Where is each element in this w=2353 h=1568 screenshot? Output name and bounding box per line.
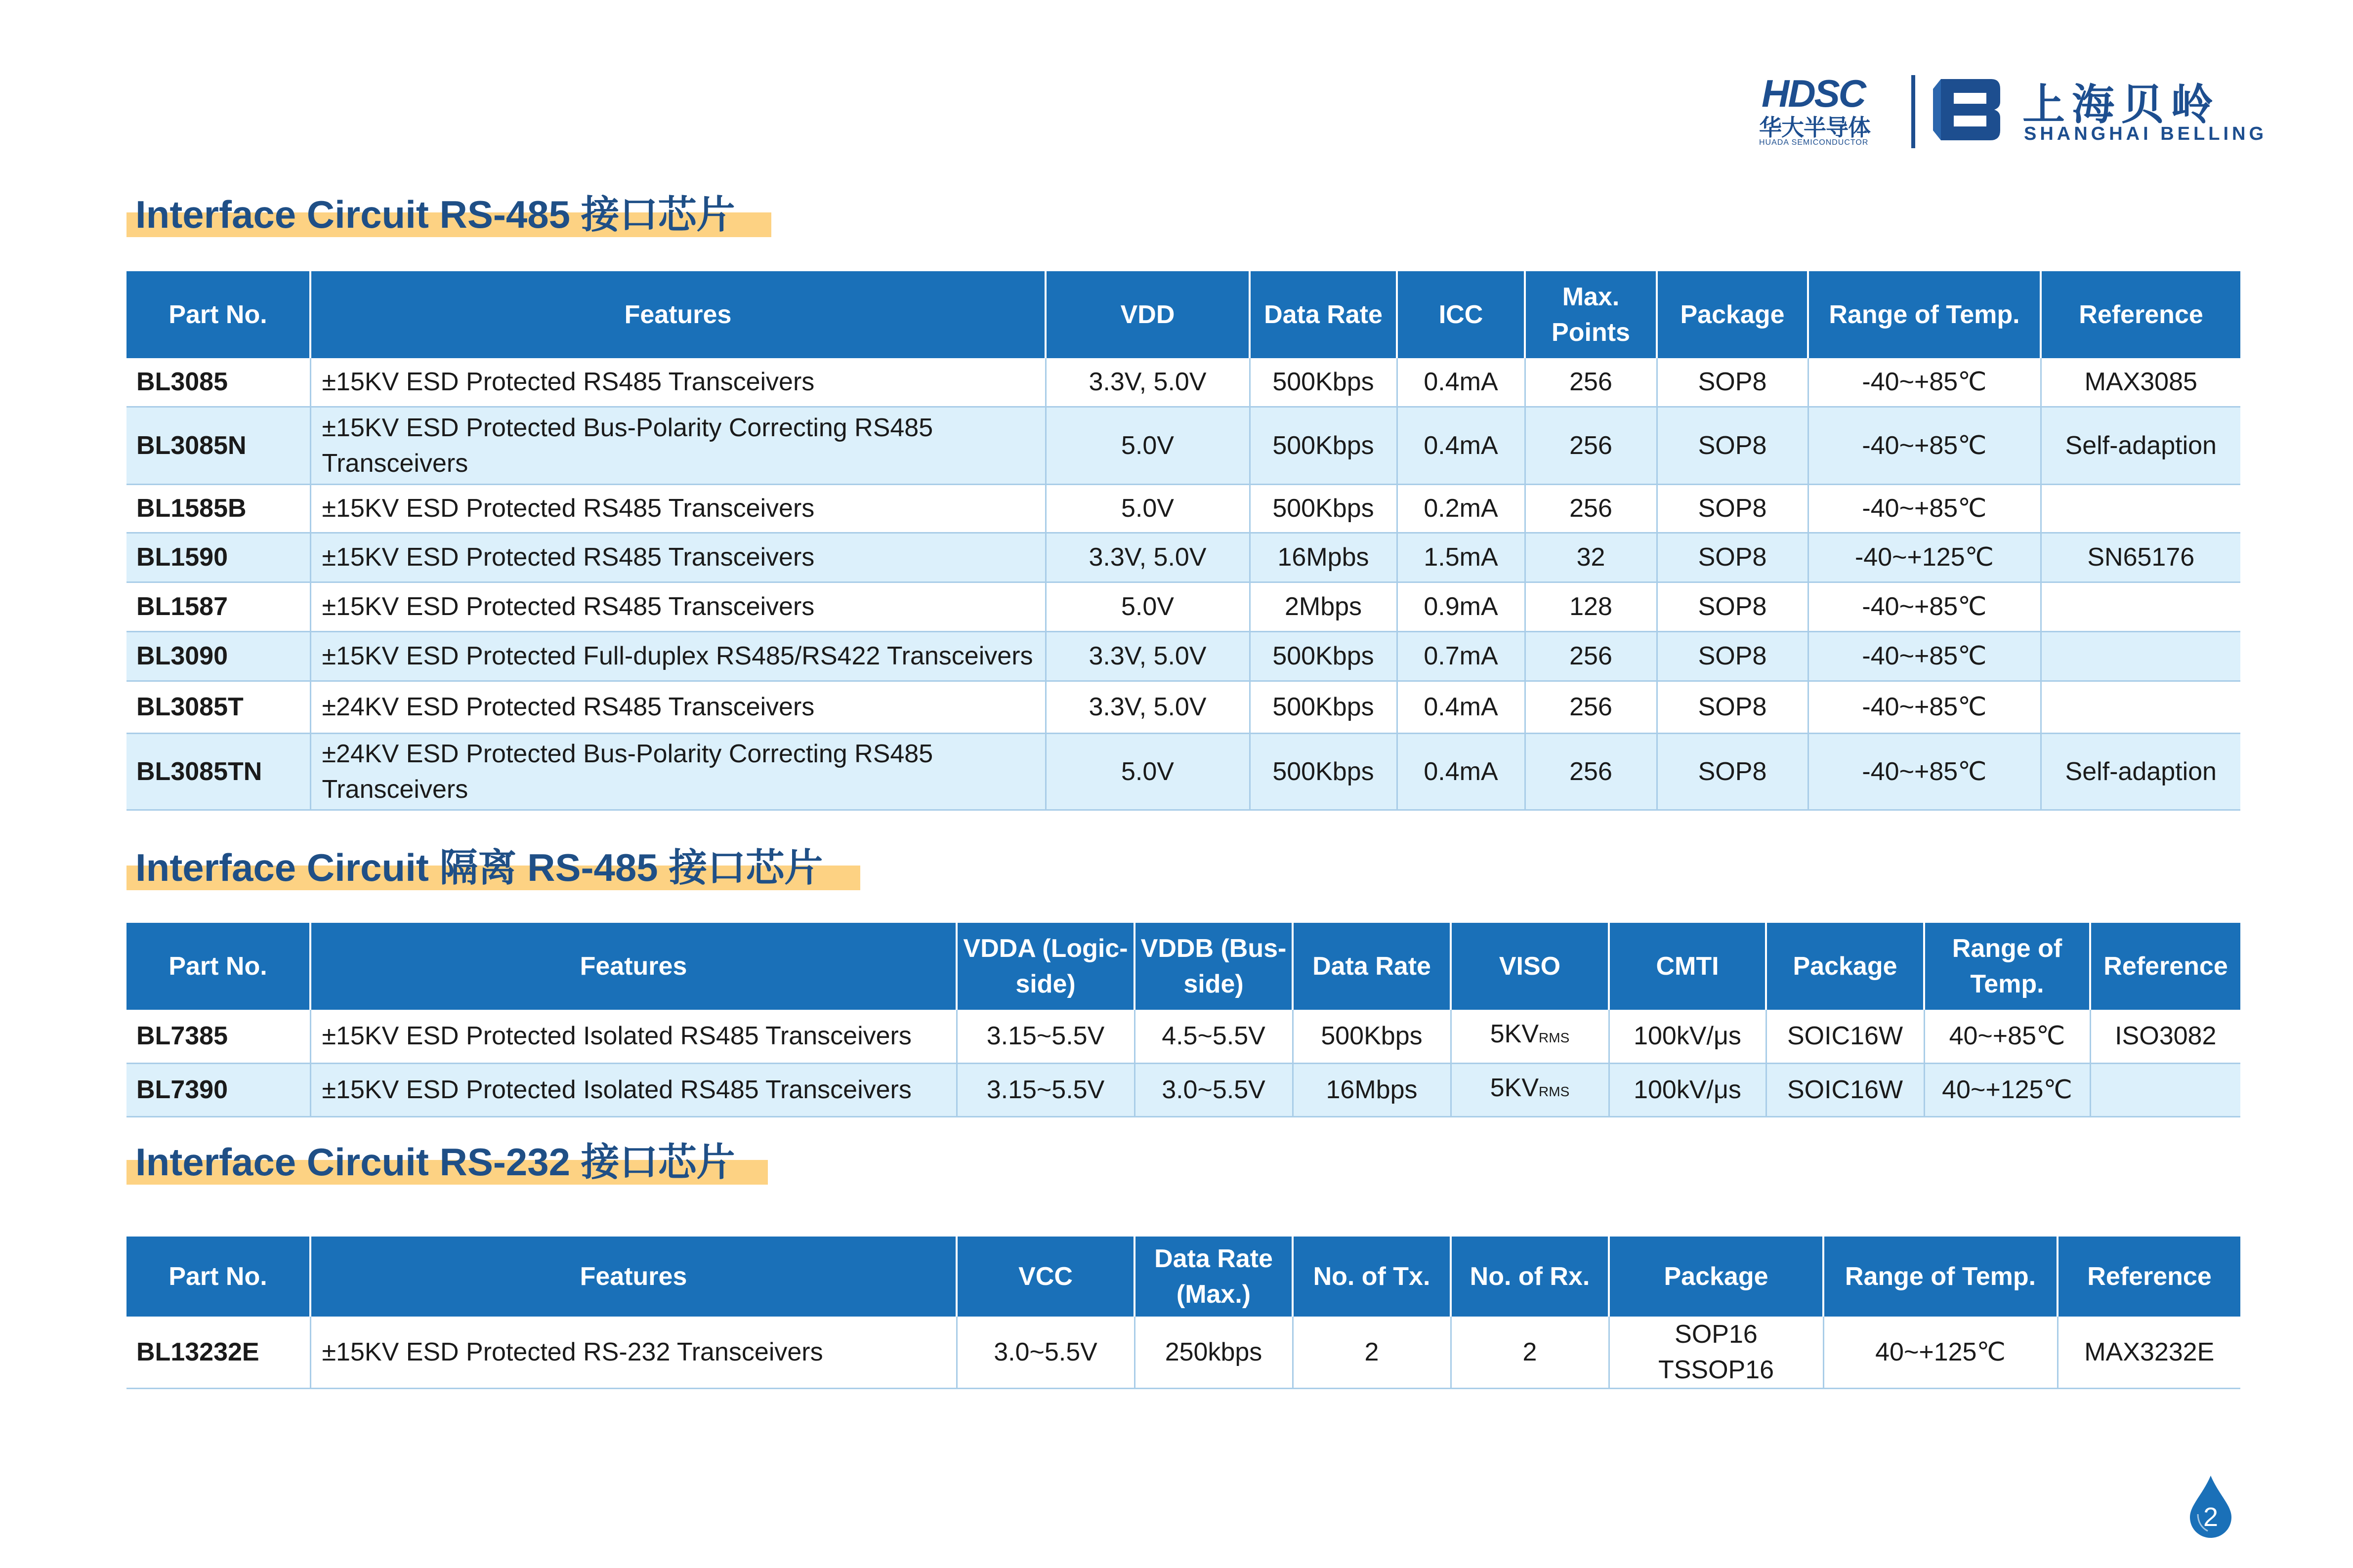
temp-range-cell: -40~+85℃ bbox=[1808, 407, 2041, 484]
vdd-cell: 3.3V, 5.0V bbox=[1046, 533, 1250, 582]
max-points-cell: 128 bbox=[1525, 582, 1657, 631]
data-rate-cell: 500Kbps bbox=[1250, 631, 1397, 681]
table-header-row bbox=[126, 923, 2240, 1010]
column-header: Range of Temp. bbox=[1924, 923, 2090, 1010]
part-no-cell: BL3085T bbox=[126, 681, 310, 733]
package-cell: SOP8 bbox=[1657, 733, 1808, 810]
features-cell: ±15KV ESD Protected RS485 Transceivers bbox=[310, 533, 1046, 582]
hdsc-logo bbox=[1759, 69, 1892, 153]
table-row bbox=[126, 681, 2240, 733]
data-rate-cell: 500Kbps bbox=[1293, 1010, 1451, 1063]
icc-cell: 0.9mA bbox=[1397, 582, 1525, 631]
reference-cell: MAX3085 bbox=[2041, 358, 2240, 407]
package-cell: SOP16 TSSOP16 bbox=[1609, 1317, 1823, 1389]
table-header-row bbox=[126, 1237, 2240, 1317]
part-no-cell: BL3085N bbox=[126, 407, 310, 484]
temp-range-cell: -40~+85℃ bbox=[1808, 631, 2041, 681]
features-cell: ±15KV ESD Protected Isolated RS485 Transceivers bbox=[310, 1010, 957, 1063]
part-no-cell: BL1585B bbox=[126, 484, 310, 533]
section-title-isolated-rs485 bbox=[126, 845, 823, 890]
column-header: Features bbox=[310, 271, 1046, 358]
data-rate-cell: 500Kbps bbox=[1250, 733, 1397, 810]
viso-subscript: RMS bbox=[1539, 1084, 1570, 1099]
package-cell: SOP8 bbox=[1657, 407, 1808, 484]
temp-range-cell: -40~+85℃ bbox=[1808, 681, 2041, 733]
part-no-cell: BL13232E bbox=[126, 1317, 310, 1389]
table-header-row bbox=[126, 271, 2240, 358]
temp-range-cell: 40~+125℃ bbox=[1823, 1317, 2058, 1389]
temp-range-cell: -40~+85℃ bbox=[1808, 358, 2041, 407]
isolated-rs485-table bbox=[126, 923, 2240, 1117]
part-no-cell: BL7390 bbox=[126, 1063, 310, 1116]
data-rate-cell: 500Kbps bbox=[1250, 358, 1397, 407]
column-header: Package bbox=[1657, 271, 1808, 358]
tx-count-cell: 2 bbox=[1293, 1317, 1451, 1389]
section-title-text: Interface Circuit 隔离 RS-485 接口芯片 bbox=[135, 846, 823, 889]
column-header: Package bbox=[1609, 1237, 1823, 1317]
column-header: CMTI bbox=[1609, 923, 1766, 1010]
column-header: Package bbox=[1766, 923, 1924, 1010]
column-header: Range of Temp. bbox=[1808, 271, 2041, 358]
vdda-cell: 3.15~5.5V bbox=[957, 1010, 1134, 1063]
table-row bbox=[126, 407, 2240, 484]
table-row bbox=[126, 1317, 2240, 1389]
column-header: ICC bbox=[1397, 271, 1525, 358]
max-points-cell: 256 bbox=[1525, 631, 1657, 681]
column-header: Data Rate bbox=[1250, 271, 1397, 358]
icc-cell: 0.7mA bbox=[1397, 631, 1525, 681]
section-title-rs232 bbox=[126, 1139, 735, 1185]
package-cell: SOP8 bbox=[1657, 358, 1808, 407]
temp-range-cell: -40~+85℃ bbox=[1808, 484, 2041, 533]
temp-range-cell: 40~+125℃ bbox=[1924, 1063, 2090, 1116]
max-points-cell: 256 bbox=[1525, 484, 1657, 533]
rx-count-cell: 2 bbox=[1451, 1317, 1609, 1389]
max-points-cell: 256 bbox=[1525, 733, 1657, 810]
data-rate-cell: 500Kbps bbox=[1250, 484, 1397, 533]
table-row bbox=[126, 582, 2240, 631]
table-row bbox=[126, 1063, 2240, 1116]
reference-cell: SN65176 bbox=[2041, 533, 2240, 582]
table-row bbox=[126, 358, 2240, 407]
package-cell: SOP8 bbox=[1657, 484, 1808, 533]
viso-subscript: RMS bbox=[1539, 1030, 1570, 1046]
belling-logo-icon bbox=[1931, 75, 2004, 144]
reference-cell: MAX3232E bbox=[2058, 1317, 2240, 1389]
section-title-rs485 bbox=[126, 192, 735, 237]
data-rate-cell: 500Kbps bbox=[1250, 681, 1397, 733]
table-row bbox=[126, 533, 2240, 582]
column-header: VDDB (Bus-side) bbox=[1134, 923, 1293, 1010]
reference-cell bbox=[2041, 631, 2240, 681]
vcc-cell: 3.0~5.5V bbox=[957, 1317, 1134, 1389]
features-cell: ±15KV ESD Protected Full-duplex RS485/RS422 Transceivers bbox=[310, 631, 1046, 681]
vdd-cell: 5.0V bbox=[1046, 733, 1250, 810]
package-cell: SOP8 bbox=[1657, 681, 1808, 733]
column-header: Reference bbox=[2041, 271, 2240, 358]
max-points-cell: 256 bbox=[1525, 358, 1657, 407]
column-header: Reference bbox=[2090, 923, 2240, 1010]
temp-range-cell: -40~+85℃ bbox=[1808, 733, 2041, 810]
features-cell: ±24KV ESD Protected Bus-Polarity Correcting RS485 Transceivers bbox=[310, 733, 1046, 810]
column-header: No. of Tx. bbox=[1293, 1237, 1451, 1317]
temp-range-cell: -40~+85℃ bbox=[1808, 582, 2041, 631]
max-points-cell: 256 bbox=[1525, 681, 1657, 733]
vdda-cell: 3.15~5.5V bbox=[957, 1063, 1134, 1116]
column-header: VCC bbox=[957, 1237, 1134, 1317]
column-header: Data Rate bbox=[1293, 923, 1451, 1010]
icc-cell: 0.4mA bbox=[1397, 733, 1525, 810]
data-rate-cell: 2Mbps bbox=[1250, 582, 1397, 631]
column-header: Part No. bbox=[126, 1237, 310, 1317]
column-header: Max. Points bbox=[1525, 271, 1657, 358]
rs232-table bbox=[126, 1237, 2240, 1389]
features-cell: ±15KV ESD Protected Bus-Polarity Correcting RS485 Transceivers bbox=[310, 407, 1046, 484]
hdsc-mark: HDSC bbox=[1762, 72, 1865, 115]
vdd-cell: 5.0V bbox=[1046, 407, 1250, 484]
reference-cell bbox=[2090, 1063, 2240, 1116]
data-rate-cell: 16Mbps bbox=[1293, 1063, 1451, 1116]
vdd-cell: 5.0V bbox=[1046, 484, 1250, 533]
viso-value: 5KV bbox=[1490, 1020, 1539, 1049]
column-header: VDD bbox=[1046, 271, 1250, 358]
reference-cell: ISO3082 bbox=[2090, 1010, 2240, 1063]
part-no-cell: BL3085 bbox=[126, 358, 310, 407]
page-number: 2 bbox=[2203, 1502, 2219, 1532]
icc-cell: 0.2mA bbox=[1397, 484, 1525, 533]
vdd-cell: 3.3V, 5.0V bbox=[1046, 358, 1250, 407]
package-cell: SOIC16W bbox=[1766, 1010, 1924, 1063]
features-cell: ±15KV ESD Protected RS485 Transceivers bbox=[310, 358, 1046, 407]
reference-cell: Self-adaption bbox=[2041, 407, 2240, 484]
column-header: VISO bbox=[1451, 923, 1609, 1010]
column-header: Reference bbox=[2058, 1237, 2240, 1317]
hdsc-english-name: HUADA SEMICONDUCTOR bbox=[1759, 138, 1869, 147]
reference-cell: Self-adaption bbox=[2041, 733, 2240, 810]
vdd-cell: 3.3V, 5.0V bbox=[1046, 681, 1250, 733]
column-header: Range of Temp. bbox=[1823, 1237, 2058, 1317]
features-cell: ±15KV ESD Protected RS485 Transceivers bbox=[310, 484, 1046, 533]
max-points-cell: 32 bbox=[1525, 533, 1657, 582]
icc-cell: 0.4mA bbox=[1397, 358, 1525, 407]
viso-cell bbox=[1451, 1063, 1609, 1116]
reference-cell bbox=[2041, 484, 2240, 533]
belling-english-name: SHANGHAI BELLING bbox=[2024, 124, 2267, 144]
features-cell: ±15KV ESD Protected RS-232 Transceivers bbox=[310, 1317, 957, 1389]
table-row bbox=[126, 484, 2240, 533]
data-rate-cell: 500Kbps bbox=[1250, 407, 1397, 484]
package-cell: SOP8 bbox=[1657, 582, 1808, 631]
features-cell: ±15KV ESD Protected Isolated RS485 Transceivers bbox=[310, 1063, 957, 1116]
part-no-cell: BL7385 bbox=[126, 1010, 310, 1063]
temp-range-cell: -40~+125℃ bbox=[1808, 533, 2041, 582]
column-header: Features bbox=[310, 923, 957, 1010]
rs485-table bbox=[126, 271, 2240, 811]
cmti-cell: 100kV/μs bbox=[1609, 1063, 1766, 1116]
max-points-cell: 256 bbox=[1525, 407, 1657, 484]
features-cell: ±24KV ESD Protected RS485 Transceivers bbox=[310, 681, 1046, 733]
vddb-cell: 4.5~5.5V bbox=[1134, 1010, 1293, 1063]
vddb-cell: 3.0~5.5V bbox=[1134, 1063, 1293, 1116]
logo-divider bbox=[1911, 75, 1915, 148]
viso-cell bbox=[1451, 1010, 1609, 1063]
belling-chinese-name: 上海贝岭 bbox=[2022, 81, 2220, 128]
table-row bbox=[126, 733, 2240, 810]
table-row bbox=[126, 1010, 2240, 1063]
column-header: VDDA (Logic-side) bbox=[957, 923, 1134, 1010]
icc-cell: 0.4mA bbox=[1397, 407, 1525, 484]
column-header: Part No. bbox=[126, 923, 310, 1010]
temp-range-cell: 40~+85℃ bbox=[1924, 1010, 2090, 1063]
part-no-cell: BL1587 bbox=[126, 582, 310, 631]
reference-cell bbox=[2041, 681, 2240, 733]
icc-cell: 0.4mA bbox=[1397, 681, 1525, 733]
column-header: Features bbox=[310, 1237, 957, 1317]
vdd-cell: 3.3V, 5.0V bbox=[1046, 631, 1250, 681]
package-cell: SOP8 bbox=[1657, 533, 1808, 582]
features-cell: ±15KV ESD Protected RS485 Transceivers bbox=[310, 582, 1046, 631]
viso-value: 5KV bbox=[1490, 1073, 1539, 1102]
section-title-text: Interface Circuit RS-485 接口芯片 bbox=[135, 193, 735, 236]
hdsc-chinese-name: 华大半导体 bbox=[1759, 115, 1870, 140]
icc-cell: 1.5mA bbox=[1397, 533, 1525, 582]
reference-cell bbox=[2041, 582, 2240, 631]
part-no-cell: BL3085TN bbox=[126, 733, 310, 810]
table-row bbox=[126, 631, 2240, 681]
column-header: Part No. bbox=[126, 271, 310, 358]
data-rate-cell: 250kbps bbox=[1134, 1317, 1293, 1389]
section-title-text: Interface Circuit RS-232 接口芯片 bbox=[135, 1140, 735, 1184]
package-cell: SOIC16W bbox=[1766, 1063, 1924, 1116]
column-header: No. of Rx. bbox=[1451, 1237, 1609, 1317]
package-cell: SOP8 bbox=[1657, 631, 1808, 681]
part-no-cell: BL1590 bbox=[126, 533, 310, 582]
vdd-cell: 5.0V bbox=[1046, 582, 1250, 631]
cmti-cell: 100kV/μs bbox=[1609, 1010, 1766, 1063]
data-rate-cell: 16Mpbs bbox=[1250, 533, 1397, 582]
header-logos bbox=[1759, 69, 2267, 153]
part-no-cell: BL3090 bbox=[126, 631, 310, 681]
column-header: Data Rate (Max.) bbox=[1134, 1237, 1293, 1317]
